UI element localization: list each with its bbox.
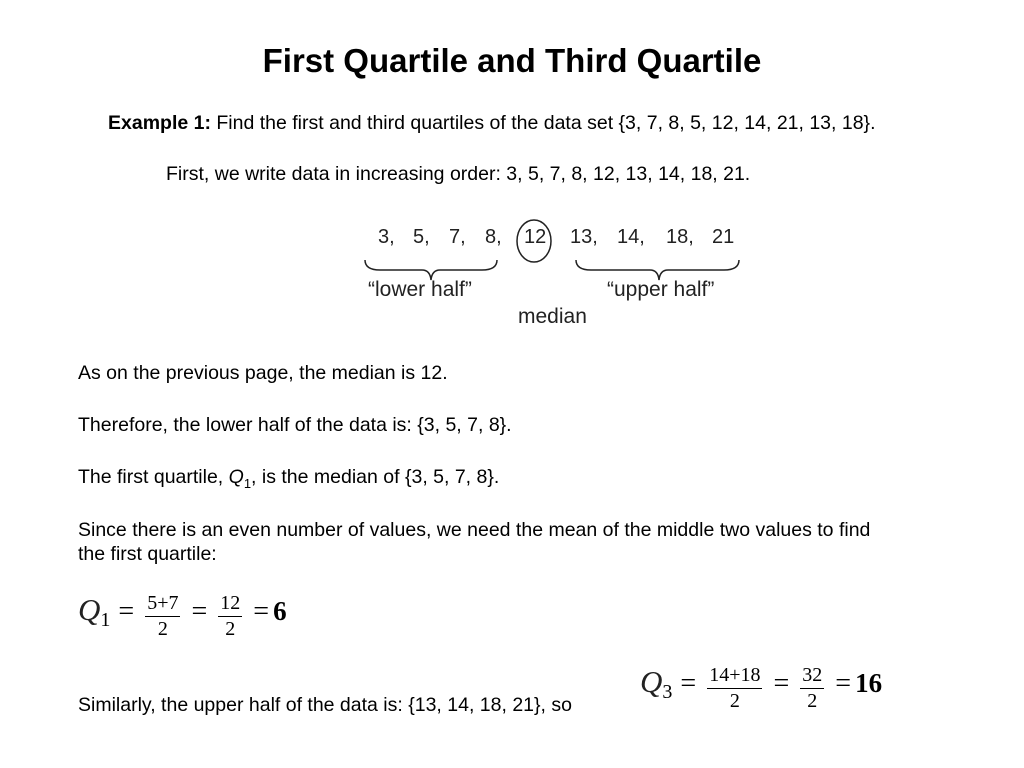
text-segment: , is the median of {3, 5, 7, 8}. xyxy=(251,466,500,488)
denominator: 2 xyxy=(225,618,236,640)
equals-sign: = xyxy=(118,596,135,628)
step-ordering: First, we write data in increasing order: 3, 5, 7, 8, 12, 13, 14, 18, 21. xyxy=(166,163,751,185)
paragraph-first-quartile xyxy=(78,466,499,491)
numerator: 14+18 xyxy=(707,664,762,689)
equals-sign: = xyxy=(253,596,270,628)
equals-sign: = xyxy=(773,668,790,700)
fraction xyxy=(707,664,762,713)
numerator: 12 xyxy=(218,592,242,617)
lower-value: 3, xyxy=(378,226,395,248)
q1-variable: Q xyxy=(78,592,101,628)
text-segment: The first quartile, xyxy=(78,466,229,488)
paragraph-lower-half: Therefore, the lower half of the data is: {3, 5, 7, 8}. xyxy=(78,414,512,436)
equals-sign: = xyxy=(680,668,697,700)
median-value: 12 xyxy=(524,226,547,248)
lower-value: 5, xyxy=(413,226,430,248)
numerator: 5+7 xyxy=(145,592,180,617)
q3-formula xyxy=(640,664,882,713)
q1-formula xyxy=(78,592,287,641)
q1-result: 6 xyxy=(273,596,287,627)
median-diagram xyxy=(360,218,750,333)
fraction xyxy=(145,592,180,641)
upper-value: 14, xyxy=(617,226,645,248)
lower-value: 8, xyxy=(485,226,502,248)
q1-subscript: 1 xyxy=(100,609,111,632)
upper-half-label: “upper half” xyxy=(607,278,715,301)
numerator: 32 xyxy=(800,664,824,689)
fraction xyxy=(800,664,824,713)
median-label: median xyxy=(518,305,587,328)
paragraph-line: Since there is an even number of values, we need the mean of the middle two values to find xyxy=(78,519,871,541)
equals-sign: = xyxy=(835,668,852,700)
q3-subscript: 3 xyxy=(662,681,673,704)
q-variable: Q xyxy=(228,466,244,488)
page-title: First Quartile and Third Quartile xyxy=(262,42,762,79)
q3-variable: Q xyxy=(640,664,663,700)
upper-value: 21 xyxy=(712,226,735,248)
denominator: 2 xyxy=(729,690,740,712)
fraction xyxy=(218,592,242,641)
paragraph-median: As on the previous page, the median is 12. xyxy=(78,362,448,384)
paragraph-upper-half: Similarly, the upper half of the data is: {13, 14, 18, 21}, so xyxy=(78,694,572,716)
upper-brace xyxy=(576,260,739,280)
lower-value: 7, xyxy=(449,226,466,248)
upper-value: 13, xyxy=(570,226,598,248)
q-subscript: 1 xyxy=(243,475,252,491)
example-label: Example 1: xyxy=(108,112,211,134)
denominator: 2 xyxy=(157,618,168,640)
lower-half-label: “lower half” xyxy=(368,278,472,301)
equals-sign: = xyxy=(191,596,208,628)
paragraph-even-values xyxy=(78,518,870,566)
upper-value: 18, xyxy=(666,226,694,248)
example-text: Find the first and third quartiles of the data set {3, 7, 8, 5, 12, 14, 21, 13, 18}. xyxy=(216,112,876,134)
paragraph-line: the first quartile: xyxy=(78,543,217,565)
lower-brace xyxy=(365,260,497,280)
example-line xyxy=(108,112,876,135)
denominator: 2 xyxy=(807,690,818,712)
q3-result: 16 xyxy=(855,668,883,699)
